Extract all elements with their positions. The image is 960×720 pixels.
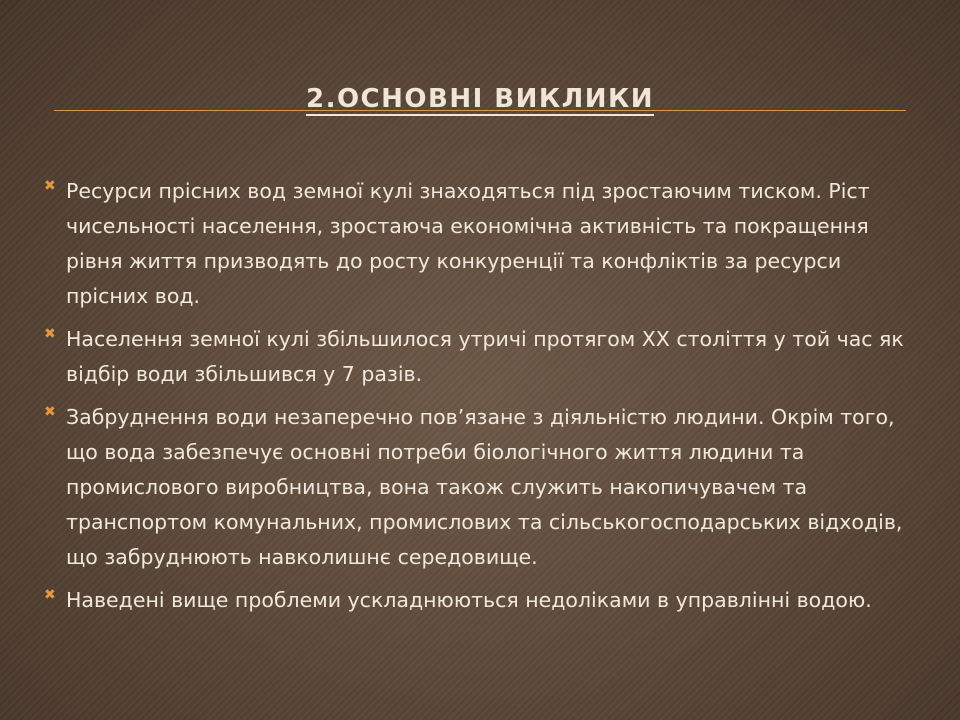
bullet-item <box>44 400 914 575</box>
x-mark-icon: ✖ <box>44 587 56 603</box>
bullet-text: Населення земної кулі збільшилося утричі протягом ХХ століття у той час як відбір води збільшився у 7 разів. <box>66 327 904 386</box>
title-area <box>54 80 906 114</box>
bullet-text: Наведені вище проблеми ускладнюються недоліками в управлінні водою. <box>66 588 872 612</box>
bullet-item <box>44 174 914 314</box>
x-mark-icon: ✖ <box>44 404 56 420</box>
bullet-item <box>44 322 914 392</box>
x-mark-icon: ✖ <box>44 178 56 194</box>
bullet-list <box>44 174 914 626</box>
bullet-text: Забруднення води незаперечно пов’язане з діяльністю людини. Окрім того, що вода забезпечує основні потреби біологічного життя людини та промислового виробництва, вона також служить накопичувачем та транспортом комунальних, промислових та сільськогосподарських відходів, що забруднюють навколишнє середовище. <box>66 405 903 569</box>
slide-title <box>54 84 906 114</box>
slide-title-text: 2.ОСНОВНІ ВИКЛИКИ <box>305 84 654 114</box>
bullet-text: Ресурси прісних вод земної кулі знаходяться під зростаючим тиском. Ріст чисельності населення, зростаюча економічна активність та покращення рівня життя призводять до росту конкуренції та конфліктів за ресурси прісних вод. <box>66 179 870 308</box>
bullet-item <box>44 583 914 618</box>
x-mark-icon: ✖ <box>44 326 56 342</box>
